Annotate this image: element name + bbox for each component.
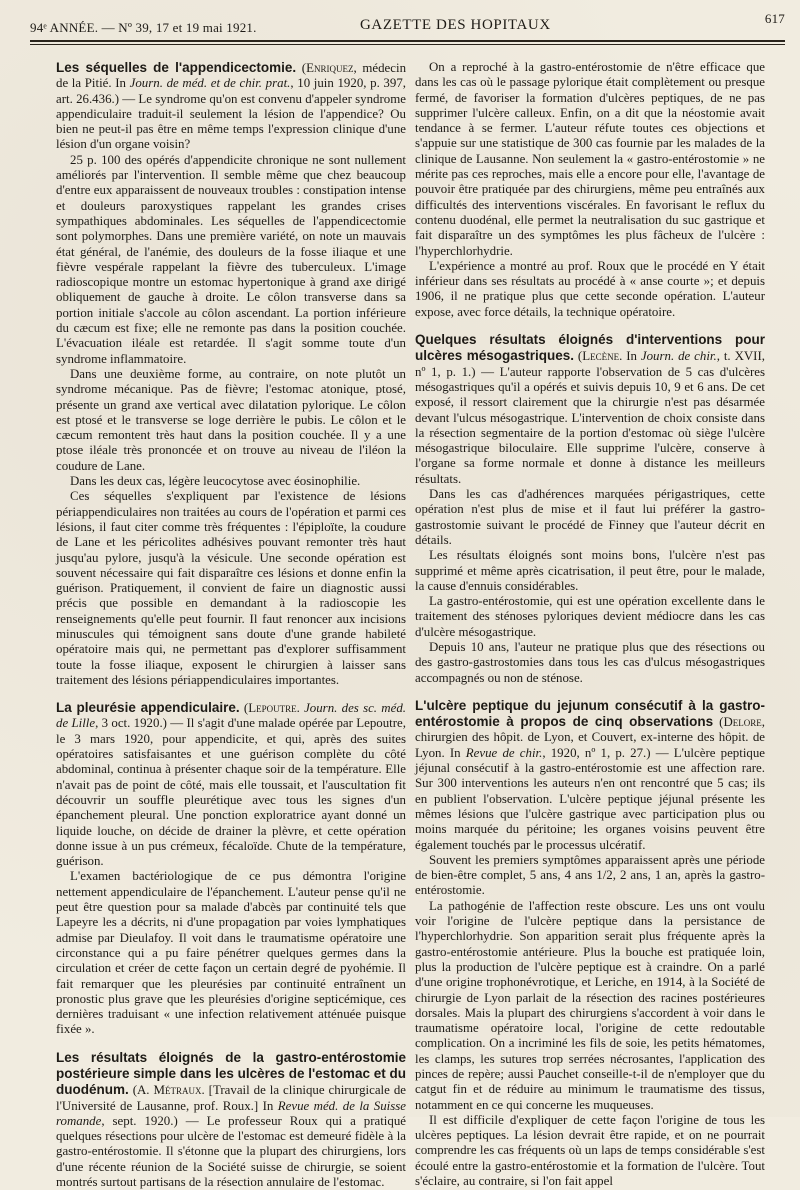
paragraph: Depuis 10 ans, l'auteur ne pratique plus que des résections ou des gastro-gastrostomies dans tous les cas d'ulcus mésogastriques accompagnés ou non de sténose.: [415, 639, 765, 685]
article-title: Les séquelles de l'appendicectomie.: [56, 60, 297, 75]
article-title: Quelques résultats éloignés d'interventions pour ulcères mésogastriques.: [415, 332, 765, 364]
paragraph: Souvent les premiers symptômes apparaissent après une période de bien-être complet, 5 ans, 4 ans 1/2, 2 ans, 1 an, après la gastro-entérostomie.: [415, 852, 765, 898]
article-gastro-enterostomie: [56, 1050, 406, 1190]
page-number: 617: [764, 11, 785, 26]
journal-ref: Journ. des sc. méd. de Lille: [56, 701, 406, 731]
article-pleuresie: [56, 700, 406, 1038]
article-ulcere-peptique-jejunum: [415, 698, 765, 1190]
paragraph: Les résultats éloignés sont moins bons, l'ulcère n'est pas supprimé et même après cicatrisation, il peut être, pour le malade, la cause d'ennuis considérables.: [415, 548, 765, 593]
article-author: Métraux: [153, 1083, 202, 1098]
journal-ref: Revue de chir.: [465, 745, 543, 760]
journal-ref: Revue méd. de la Suisse romande: [56, 1098, 406, 1128]
paragraph: L'examen bactériologique de ce pus démontra l'origine nettement appendiculaire de l'épanchement. L'auteur pense qu'il ne peut être question pour sa malade d'abcès par continuité tels que Lapeyre les a décrits, ni d'une propagation par voies lymphatiques admise par Dieulafoy. Il voit dans le traumatisme opératoire une circonstance qui a pu faire pénétrer quelques germes dans la circulation et créer de cette façon un certain degré de pyohémie. Il fait remarquer que les pleurésies par continuité entraînent un pronostic plus grave que les pleurésies d'origine septicémique, ces dernières traduisant « une infection relativement atténuée puisque fixée ».: [56, 869, 406, 1037]
article-author: Delore: [723, 715, 762, 730]
article-author: Enriquez: [306, 61, 354, 75]
page-header: [30, 11, 785, 39]
article-gastro-enterostomie-continued: [415, 60, 765, 320]
paragraph: Il est difficile d'expliquer de cette façon l'origine de tous les ulcères peptiques. La lésion devrait être rapide, et on ne pourrait comprendre les cas fréquents où un laps de temps considérable s'est écoulé entre la gastro-entérostomie et la formation de l'ulcère. Tout s'éclaire, au contraire, si l'on fait appel: [415, 1112, 765, 1189]
issue-line: 94ᵉ ANNÉE. — Nº 39, 17 et 19 mai 1921.: [30, 20, 257, 35]
article-lead: L'ulcère peptique du jejunum consécutif à la gastro-entérostomie à propos de cinq observations (Delore, chirurgien des hôpit. de Lyon, et Couvert, ex-interne des hôpit. de Lyon. In Revue de chir., 1920, nº 1, p. 27.) — L'ulcère peptique jéjunal consécutif à la gastro-entérostomie est une affection rare. Sur 300 interventions les auteurs n'en ont rencontré que 5 cas; ils en publient l'observation. L'ulcère peptique jéjunal présente les mêmes lésions que l'ulcère gastrique avec participation plus ou moins marquée du péritoine; les organes voisins peuvent être également touchés par le processus ulcératif.: [415, 697, 766, 852]
paragraph: 25 p. 100 des opérés d'appendicite chronique ne sont nullement améliorés par l'intervention. Il semble même que chez beaucoup d'entre eux apparaissent de nouveaux troubles : constipation intense et douleurs paroxystiques rappelant les grandes crises sympathiques abdominales. Les séquelles de l'appendicectomie sont polymorphes. Dans une première variété, on note un mauvais état général, de l'anémie, des douleurs de la fosse iliaque et une fièvre vespérale rappelant la fièvre des tuberculeux. L'image radioscopique montre un estomac hypertonique à grand axe dirigé obliquement de gauche à droite. Le côlon transverse dans sa portion initiale s'accole au côlon ascendant. La portion inférieure du cæcum est fixe; elle ne remonte pas dans la position couchée. L'évacuation iléale est retardée. Il s'agit somme toute d'un syndrome inflammatoire.: [56, 152, 406, 366]
article-lead: Quelques résultats éloignés d'interventions pour ulcères mésogastriques. (Lecène. In Journ. de chir., t. XVII, nº 1, p. 1.) — L'auteur rapporte l'observation de 5 cas d'ulcères mésogastriques qu'il a opérés et suivis depuis 10, 9 et 6 ans. De cet exposé, il ressort clairement que la chirurgie n'est pas désarmée devant l'ulcus mésogastrique. L'intervention de choix consiste dans la résection segmentaire de la portion d'estomac où siège l'ulcère mésogastrique biloculaire. Elle supprime l'ulcère, conserve à l'organe sa forme normale et donne à distance les meilleurs résultats.: [415, 332, 765, 486]
article-title: L'ulcère peptique du jejunum consécutif à la gastro-entérostomie à propos de cinq observations: [415, 697, 765, 730]
paragraph: Dans les cas d'adhérences marquées périgastriques, cette opération n'est plus de mise et il faut lui préférer la gastro-gastrostomie suivant le procédé de Finney que l'auteur décrit en détails.: [415, 487, 765, 547]
paragraph: Dans les deux cas, légère leucocytose avec éosinophilie.: [70, 474, 361, 489]
paragraph: On a reproché à la gastro-entérostomie de n'être efficace que dans les cas où le passage pylorique était complètement ou presque fermé, de favoriser la formation d'ulcères peptiques, de ne pas supprimer l'ulcère calleux. Enfin, on a dit que la néostomie avait tendance à se fermer. L'auteur réfute toutes ces objections et s'appuie sur une statistique de 300 cas fournie par les malades de la clinique de Lausanne. Non seulement la « gastro-entérostomie » ne mérite pas ces reproches, mais elle a encore pour elle, l'avantage de pouvoir être pratiquée par des chirurgiens, même peu entraînés aux difficultés des interventions viscérales. En favorisant le reflux du contenu duodénal, elle permet la neutralisation du suc gastrique et fait disparaître un des symptômes les plus fâcheux de l'ulcère : l'hyperchlorhydrie.: [415, 60, 765, 258]
right-column: [415, 60, 766, 1189]
journal-ref: Journ. de méd. et de chir. prat.: [129, 76, 291, 91]
header-rule: [30, 40, 785, 42]
header-rule-thin: [30, 44, 785, 45]
article-appendicectomie: [56, 60, 406, 688]
article-author: Lepoutre: [248, 701, 297, 716]
paragraph: Ces séquelles s'expliquent par l'existence de lésions périappendiculaires non traitées au cours de l'opération et parmi ces lésions, il faut citer comme très fréquentes : l'épiploïte, la coudure de Lane et les péricolites adhésives pouvant remonter très haut jusqu'au pylore, jusqu'à la vésicule. Une seconde opération est souvent nécessaire qui fait disparaître ces lésions et donne enfin la guérison. Pratiquement, il convient de faire un diagnostic aussi précis que possible en demandant à la radioscopie les renseignements qu'elle peut fournir. Il faut renoncer aux incisions minuscules qui témoignent sans doute d'une grande habileté opératoire mais qui, ne permettant pas d'explorer suffisamment toute la fosse iliaque, exposent le chirurgien à laisser sans traitement des lésions périappendiculaires importantes.: [56, 489, 406, 687]
paragraph: La pathogénie de l'affection reste obscure. Les uns ont voulu voir l'origine de l'ulcère peptique dans la persistance de l'hyperchlorhydrie. Son apparition serait plus fréquente après la gastro-entérostomie antérieure. Plus la bouche est pratiquée loin, plus la production de l'ulcère peptique est à craindre. On a parlé d'une origine trophonévrotique, et Leriche, en 1914, à la Société de chirurgie de Lyon parlait de la résection des racines postérieures dorsales. Mais la plupart des chirurgiens s'accordent à voir dans le traumatisme opératoire local, l'origine de cette redoutable complication. On a incriminé les fils de soie, les petits hématomes, les clamps, les sutures trop serrées nécrosantes, l'application des pinces de repère; aussi Pauchet conseille-t-il de n'employer que du catgut fin et de réduire au minimum le traumatisme des tissus, notamment en ce qui concerne les muqueuses.: [415, 898, 765, 1112]
article-title: Les résultats éloignés de la gastro-entérostomie postérieure simple dans les ulcères de l'estomac et du duodénum.: [56, 1049, 406, 1098]
left-column: [56, 60, 407, 1190]
article-lead: Les séquelles de l'appendicectomie. (Enriquez, médecin de la Pitié. In Journ. de méd. et de chir. prat., 10 juin 1920, p. 397, art. 26.436.) — Le syndrome qu'on est convenu d'appeler syndrome appendiculaire traduit-il seulement la lésion de l'appendice? Ou bien ne peut-il pas être en même temps l'expression clinique d'une lésion d'un organe voisin?: [56, 60, 407, 152]
article-author: Lecène: [582, 349, 620, 364]
journal-ref: Journ. de chir.: [640, 349, 717, 364]
paragraph: L'expérience a montré au prof. Roux que le procédé en Y était inférieur dans ses résultats au procédé à « anse courte »; et depuis 1906, il ne pratique plus que cette seconde opération. L'auteur expose, avec force détails, la technique opératoire.: [415, 258, 765, 319]
article-title: La pleurésie appendiculaire.: [56, 700, 240, 716]
article-lead: Les résultats éloignés de la gastro-entérostomie postérieure simple dans les ulcères de l'estomac et du duodénum. (A. Métraux. [Travail de la clinique chirurgicale de l'Université de Lausanne, prof. Roux.] In Revue méd. de la Suisse romande, sept. 1920.) — Le professeur Roux qui a pratiqué quelques résections pour ulcère de l'estomac est demeuré fidèle à la gastro-entérostomie. Il s'étonne que la plupart des chirurgiens, lors d'une récente réunion de la Société suisse de chirurgie, se soient montrés surtout partisans de la résection annulaire de l'estomac.: [56, 1049, 406, 1190]
paragraph: La gastro-entérostomie, qui est une opération excellente dans le traitement des sténoses pyloriques devient médiocre dans les cas d'ulcère mésogastrique.: [415, 594, 765, 639]
article-lead: La pleurésie appendiculaire. (Lepoutre. Journ. des sc. méd. de Lille, 3 oct. 1920.) — Il s'agit d'une malade opérée par Lepoutre, le 3 mars 1920, pour appendicite, et qui, après des suites opératoires satisfaisantes et une guérison complète du côté abdominal, continua à présenter chaque soir de la température. Elle n'avait pas de point de côté, mais elle toussait, et l'auscultation fit découvrir un souffle pleurétique avec tous les signes d'un épanchement pleural. Une ponction exploratrice ayant donné un liquide louche, on décide de drainer la plèvre, et cette opération donne issue à un pus crémeux, fécaloïde. Chute de la température, guérison.: [56, 700, 406, 869]
paragraph: Dans une deuxième forme, au contraire, on note plutôt un syndrome mécanique. Pas de fièvre; l'estomac atonique, ptosé, présente un grand axe vertical avec dilatation pylorique. Le côlon est ptosé et le transverse se loge derrière le pubis. Le côlon et le cæcum remontent très haut dans la position couchée. Il y a une ptose iléale très prononcée et on trouve au niveau de l'iléon la coudure de Lane.: [56, 366, 406, 473]
journal-title: GAZETTE DES HOPITAUX: [360, 17, 551, 33]
article-ulceres-mesogastriques: [415, 332, 765, 686]
